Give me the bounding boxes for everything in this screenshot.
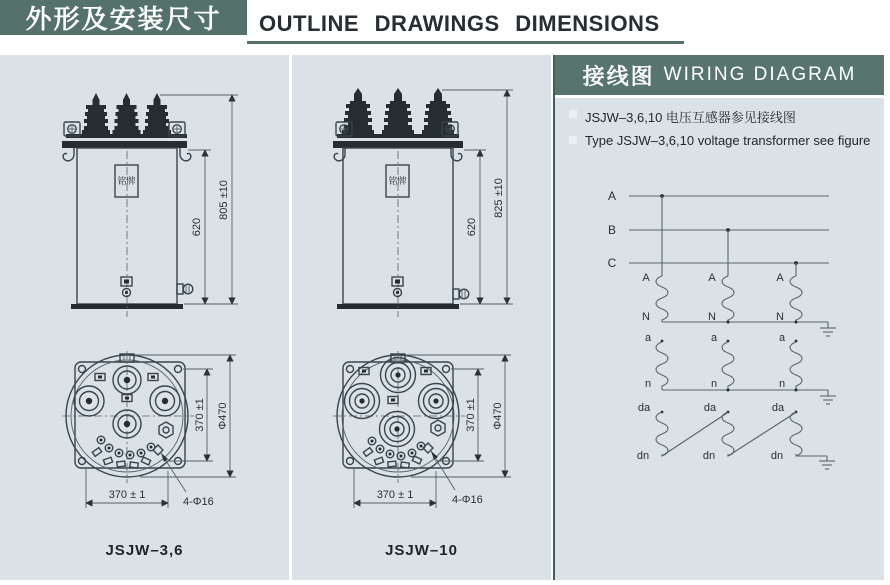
junction-box (95, 374, 105, 381)
page-title-box (0, 0, 247, 35)
dim-body-height (460, 150, 513, 304)
jsjw-36-side-view (62, 93, 238, 317)
svg-text:da: da (703, 402, 717, 414)
svg-text:N: N (642, 311, 650, 323)
svg-text:4-Φ16: 4-Φ16 (183, 496, 214, 508)
svg-text:n: n (710, 378, 718, 390)
top-plate (333, 141, 463, 148)
svg-text:370 ± 1: 370 ± 1 (376, 489, 414, 501)
panel-wiring-diagram (553, 55, 884, 580)
terminal-lug (401, 462, 410, 468)
svg-text:da: da (637, 402, 651, 414)
bushing-right-plan (150, 386, 180, 416)
wiring-title-en: WIRING DIAGRAM (663, 64, 857, 85)
mounting-hook-left (63, 148, 74, 161)
terminal-lug (374, 457, 383, 464)
dim-holes-leader (431, 451, 483, 506)
page-title-cn: 外形及安装尺寸 (25, 4, 222, 34)
svg-text:A: A (642, 272, 650, 284)
svg-text:dn: dn (770, 450, 784, 462)
terminal-lug (117, 461, 125, 467)
jsjw-36-drawing (0, 55, 289, 580)
svg-text:dn: dn (636, 450, 650, 462)
ground-symbol (820, 322, 836, 336)
jsjw-10-drawing (292, 55, 551, 580)
wiring-note (569, 107, 870, 126)
svg-text:370 ±1: 370 ±1 (465, 398, 477, 432)
svg-text:N: N (776, 311, 784, 323)
svg-text:620: 620 (466, 217, 478, 237)
phase-a-label: A (607, 189, 617, 203)
header-rule (247, 41, 684, 44)
svg-text:4-Φ16: 4-Φ16 (452, 494, 483, 506)
jsjw-10-top-view (333, 351, 511, 508)
svg-text:n: n (644, 378, 652, 390)
svg-text:a: a (710, 332, 718, 344)
nameplate-label: 铭牌 (388, 176, 407, 186)
svg-text:A: A (708, 272, 716, 284)
model-label-jsjw-10: JSJW–10 (385, 542, 458, 559)
secondary-windings (645, 332, 836, 404)
svg-text:A: A (776, 272, 784, 284)
open-delta-link (728, 413, 795, 456)
open-delta-link (662, 413, 727, 456)
bullet-icon (569, 136, 577, 144)
bushing-left-plan (345, 384, 380, 419)
wiring-note (569, 133, 870, 148)
primary-windings (642, 272, 836, 336)
junction-box (421, 368, 431, 375)
junction-box (388, 397, 398, 404)
bolt-hole (347, 366, 354, 373)
dim-bolt-spacing-h (86, 467, 168, 508)
svg-text:a: a (778, 332, 786, 344)
svg-text:n: n (778, 378, 786, 390)
terminal-lug (388, 461, 396, 467)
bolt-hole (175, 366, 182, 373)
svg-text:825 ±10: 825 ±10 (493, 178, 505, 218)
terminal-lug (103, 457, 112, 464)
phase-b-label: B (607, 223, 617, 237)
page-title-en: OUTLINE DRAWINGS DIMENSIONS (259, 11, 660, 36)
bolt-hole (347, 458, 354, 465)
panel-jsjw-10 (292, 55, 551, 580)
svg-text:Φ470: Φ470 (492, 402, 504, 430)
top-plate (62, 141, 187, 148)
wiring-header (555, 55, 884, 98)
svg-text:dn: dn (702, 450, 716, 462)
wiring-note-text: Type JSJW–3,6,10 voltage transformer see figure (585, 133, 871, 148)
svg-text:620: 620 (191, 217, 203, 237)
jsjw-36-top-view (62, 351, 236, 508)
bushing-center-plan (380, 412, 415, 447)
svg-text:Φ470: Φ470 (217, 402, 229, 430)
drain-valve (177, 284, 193, 294)
svg-text:a: a (644, 332, 652, 344)
jsjw-10-side-view (333, 88, 513, 317)
ground-symbol (819, 456, 835, 469)
drain-valve (453, 289, 469, 299)
bushing-left-plan (74, 386, 104, 416)
bolt-hole (443, 366, 450, 373)
dim-total-height (160, 95, 238, 304)
hex-nut (431, 420, 445, 436)
bolt-hole (79, 458, 86, 465)
terminal-lug (363, 448, 372, 457)
hex-nut (159, 422, 173, 438)
ground-symbol (820, 390, 836, 404)
terminal-lug (92, 448, 101, 457)
terminal-lug (412, 456, 421, 464)
svg-text:da: da (771, 402, 785, 414)
panel-jsjw-36 (0, 55, 289, 580)
top-plate-rim (337, 134, 459, 138)
bushing-right-plan (419, 384, 454, 419)
wiring-note-text: JSJW–3,6,10 电压互感器参见接线图 (585, 110, 796, 125)
nameplate-label: 铭牌 (117, 176, 136, 186)
phase-c-label: C (607, 256, 617, 270)
svg-text:805 ±10: 805 ±10 (218, 180, 230, 220)
svg-text:N: N (708, 311, 716, 323)
ground-terminal (392, 277, 403, 297)
wiring-notes (569, 107, 870, 155)
dim-bolt-spacing-h (354, 467, 436, 508)
ground-terminal (121, 277, 132, 297)
wiring-diagram-svg (555, 150, 884, 580)
tertiary-windings (637, 402, 835, 469)
model-label-jsjw-36: JSJW–3,6 (105, 542, 184, 559)
svg-text:370 ±1: 370 ±1 (194, 398, 206, 432)
wiring-title-cn: 接线图 (582, 63, 655, 89)
svg-text:370 ± 1: 370 ± 1 (108, 489, 146, 501)
terminal-lug (141, 457, 150, 465)
terminal-lug (130, 462, 139, 468)
bullet-icon (569, 110, 577, 118)
dim-body-height (184, 150, 238, 304)
junction-box (148, 374, 158, 381)
phase-bus-lines (608, 189, 829, 276)
bushing-top-plan (381, 358, 416, 393)
